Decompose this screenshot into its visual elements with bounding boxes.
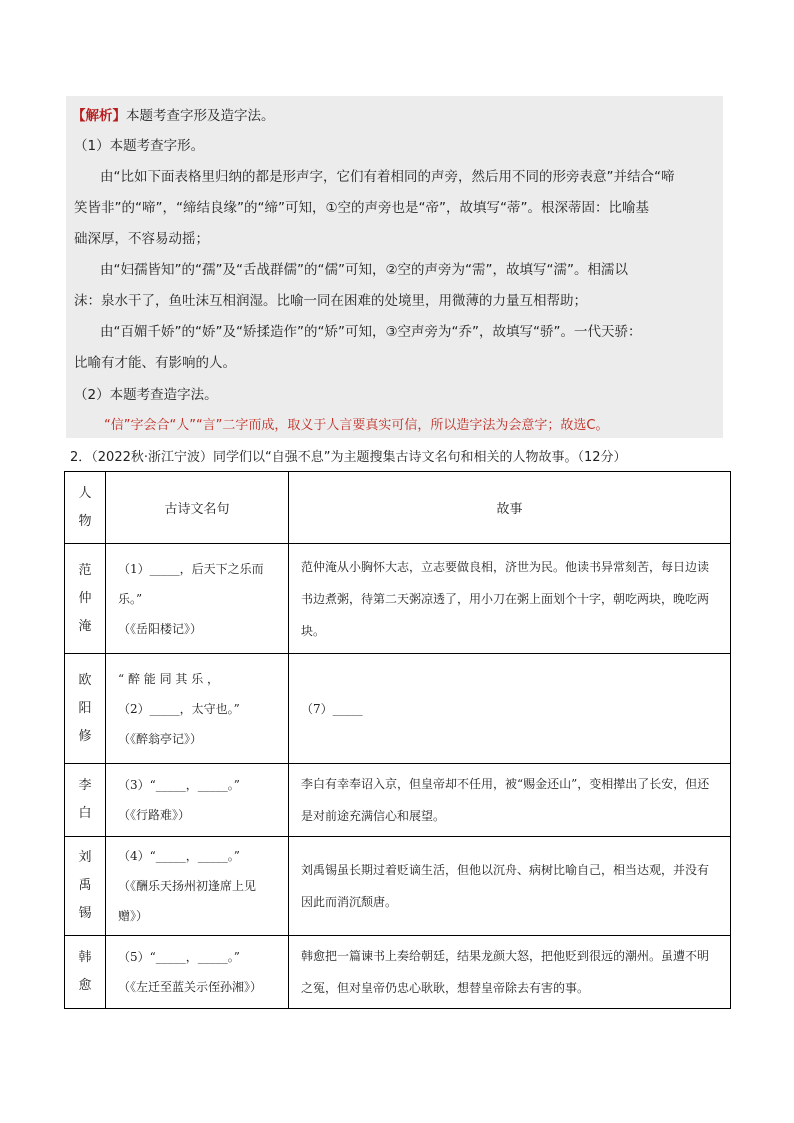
answer-text: “信”字会合“人”“言”二字而成，取义于人言要真实可信，所以造字法为会意字；故选C。 xyxy=(104,418,609,433)
paragraph-2-line-2: 沫：泉水干了，鱼吐沫互相润湿。比喻一同在困难的处境里，用微薄的力量互相帮助； xyxy=(74,293,587,309)
question-2-prompt: 2．（2022秋·浙江宁波）同学们以“自强不息”为主题搜集古诗文名句和相关的人物故事。（12分） xyxy=(70,450,627,465)
table-header-row xyxy=(65,472,731,544)
quote-cell: （4）“_____，_____。” （《酬乐天扬州初逢席上见 赠》） xyxy=(106,837,289,936)
table-row xyxy=(65,936,731,1009)
paragraph-1-line-2: 笑皆非”的“啼”，“缔结良缘”的“缔”可知，①空的声旁也是“帝”，故填写“蒂”。根深蒂固：比喻基 xyxy=(74,200,650,216)
paragraph-3-line-1: 由“百媚千娇”的“娇”及“矫揉造作”的“矫”可知，③空声旁为“乔”，故填写“骄”。一代天骄： xyxy=(100,324,642,340)
table-row xyxy=(65,764,731,837)
paragraph-1-line-1: 由“比如下面表格里归纳的都是形声字，它们有着相同的声旁，然后用不同的形旁表意”并结合“啼 xyxy=(100,169,675,185)
quote-cell: （3）“_____，_____。” （《行路难》） xyxy=(106,764,289,837)
person-cell: 欧 阳 修 xyxy=(65,654,106,764)
table-row xyxy=(65,544,731,654)
header-quote: 古诗文名句 xyxy=(106,472,289,544)
paragraph-1-line-3: 础深厚，不容易动摇； xyxy=(74,231,209,247)
story-cell: （7）_____ xyxy=(289,654,731,764)
person-cell: 刘 禹 锡 xyxy=(65,837,106,936)
analysis-heading xyxy=(72,104,275,124)
story-cell: 李白有幸奉诏入京，但皇帝却不任用，被“赐金还山”，变相撵出了长安，但还是对前途充满信心和展望。 xyxy=(289,764,731,837)
table-row xyxy=(65,837,731,936)
analysis-tag: 【解析】 xyxy=(72,108,126,124)
person-cell: 李 白 xyxy=(65,764,106,837)
quote-cell: （5）“_____，_____。” （《左迁至蓝关示侄孙湘》） xyxy=(106,936,289,1009)
story-cell: 刘禹锡虽长期过着贬谪生活，但他以沉舟、病树比喻自己，相当达观，并没有因此而消沉颓唐。 xyxy=(289,837,731,936)
sub-question-2: （2）本题考查造字法。 xyxy=(74,387,218,403)
story-cell: 韩愈把一篇谏书上奏给朝廷，结果龙颜大怒，把他贬到很远的潮州。虽遭不明之冤，但对皇帝仍忠心耿耿，想替皇帝除去有害的事。 xyxy=(289,936,731,1009)
table-row xyxy=(65,654,731,764)
paragraph-3-line-2: 比喻有才能、有影响的人。 xyxy=(74,355,236,371)
header-person: 人 物 xyxy=(65,472,106,544)
sub-question-1: （1）本题考查字形。 xyxy=(74,138,205,154)
analysis-intro: 本题考查字形及造字法。 xyxy=(126,108,275,124)
person-cell: 范 仲 淹 xyxy=(65,544,106,654)
header-story: 故事 xyxy=(289,472,731,544)
poem-story-table xyxy=(64,471,731,1009)
quote-cell: “ 醉 能 同 其 乐 ， （2）_____，太守也。” （《醉翁亭记》） xyxy=(106,654,289,764)
paragraph-2-line-1: 由“妇孺皆知”的“孺”及“舌战群儒”的“儒”可知，②空的声旁为“需”，故填写“濡”。相濡以 xyxy=(100,262,629,278)
quote-cell: （1）_____，后天下之乐而 乐。” （《岳阳楼记》） xyxy=(106,544,289,654)
analysis-block xyxy=(66,96,723,438)
person-cell: 韩 愈 xyxy=(65,936,106,1009)
story-cell: 范仲淹从小胸怀大志，立志要做良相，济世为民。他读书异常刻苦，每日边读书边煮粥，待第二天粥凉透了，用小刀在粥上面划个十字，朝吃两块，晚吃两块。 xyxy=(289,544,731,654)
